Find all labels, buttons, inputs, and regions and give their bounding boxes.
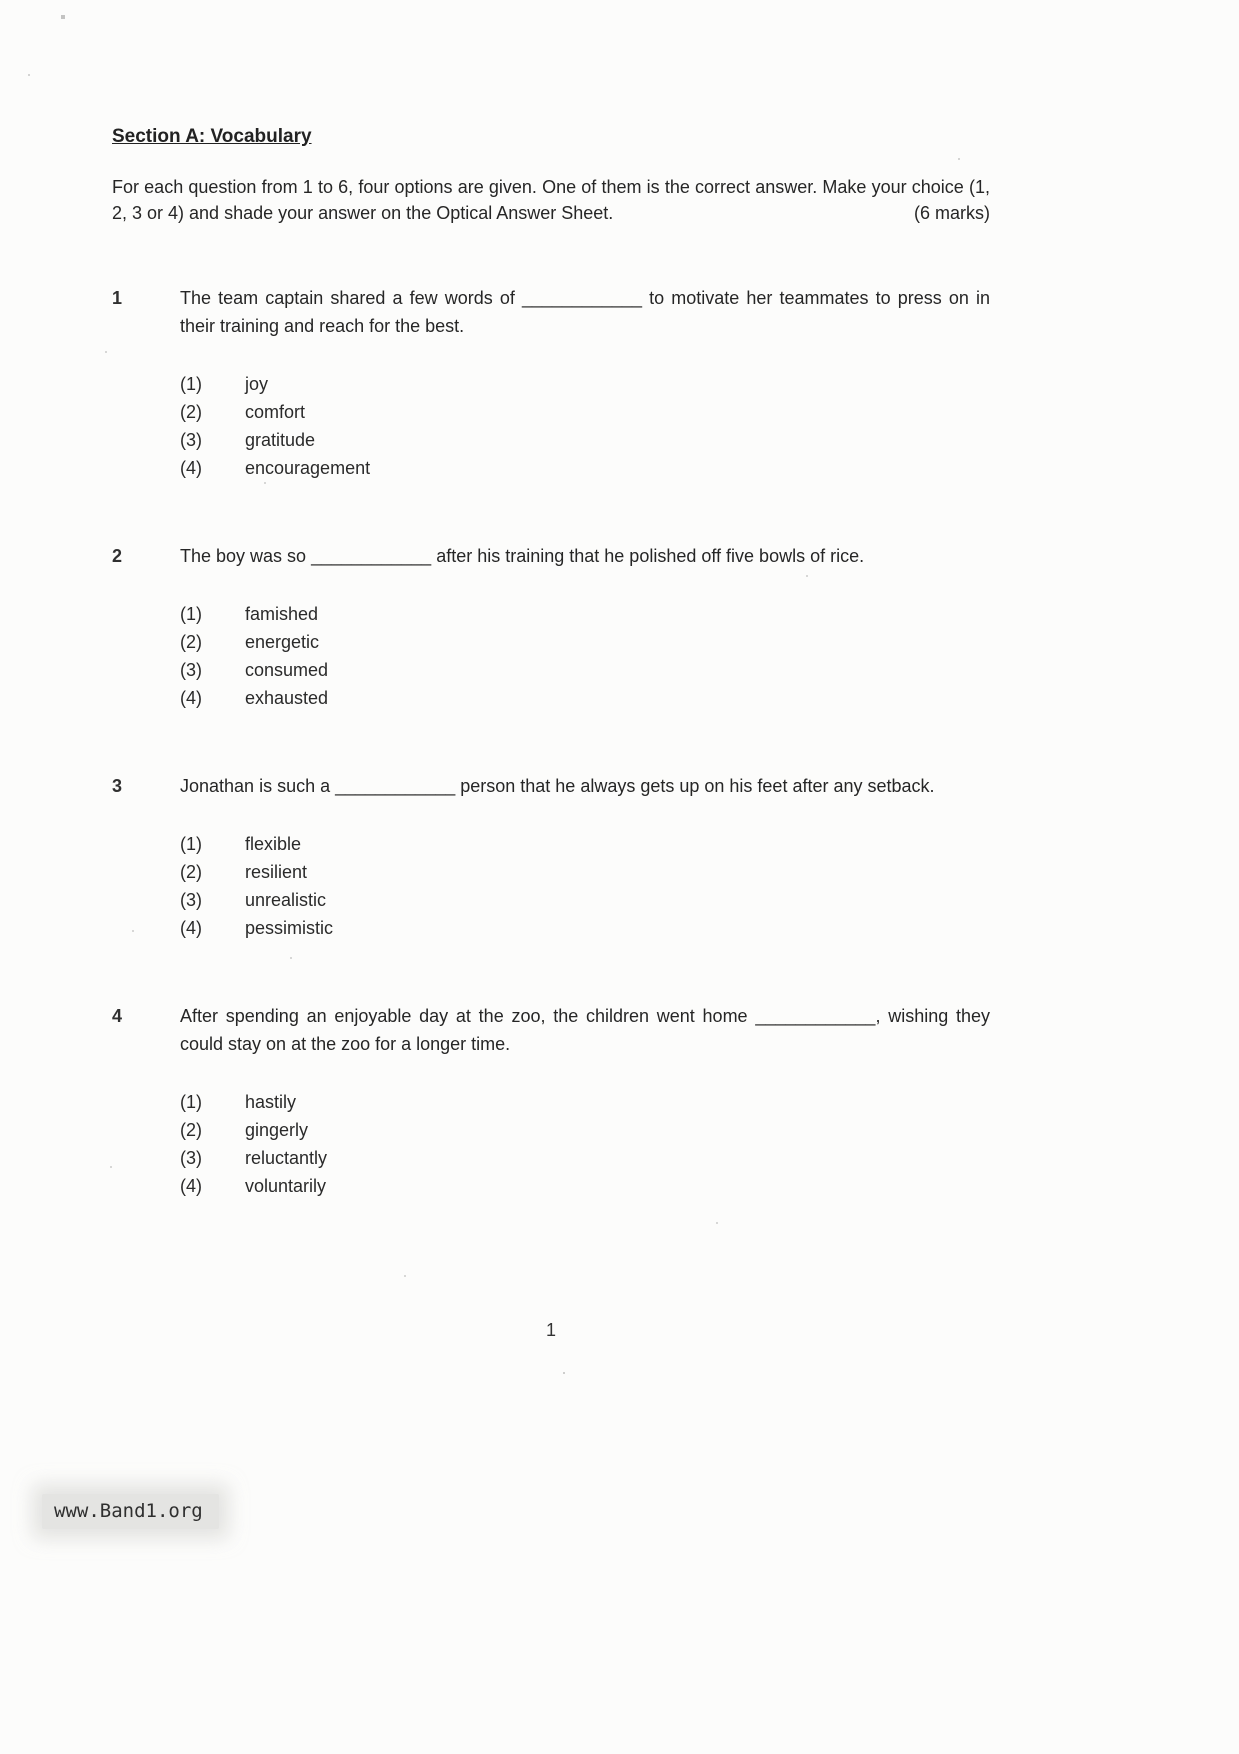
option-row — [180, 628, 990, 656]
question-body — [180, 542, 990, 712]
option-label: (4) — [180, 458, 202, 478]
question-text: Jonathan is such a ____________ person that he always gets up on his feet after any setback. — [180, 776, 935, 796]
option-label: (2) — [180, 862, 202, 882]
option-label: (4) — [180, 918, 202, 938]
option-label: (3) — [180, 660, 202, 680]
question-text: The team captain shared a few words of ____________ to motivate her teammates to press on in their training and reach for the best. — [180, 288, 990, 336]
option-text: pessimistic — [245, 918, 334, 938]
option-row — [180, 600, 990, 628]
option-text: encouragement — [245, 458, 371, 478]
question-1 — [112, 284, 990, 482]
question-text: The boy was so ____________ after his training that he polished off five bowls of rice. — [180, 546, 865, 566]
option-text: flexible — [245, 834, 302, 854]
section-title: Section A: Vocabulary — [112, 126, 312, 147]
question-number: 1 — [112, 288, 123, 308]
options-list — [180, 1088, 990, 1200]
question-4 — [112, 1002, 990, 1200]
option-label: (1) — [180, 374, 202, 394]
option-row — [180, 830, 990, 858]
option-text: consumed — [245, 660, 329, 680]
question-number: 2 — [112, 546, 123, 566]
option-label: (1) — [180, 1092, 202, 1112]
option-text: gingerly — [245, 1120, 309, 1140]
option-label: (4) — [180, 1176, 202, 1196]
option-row — [180, 914, 990, 942]
option-row — [180, 858, 990, 886]
option-text: energetic — [245, 632, 320, 652]
option-row — [180, 454, 990, 482]
option-row — [180, 1172, 990, 1200]
page-number: 1 — [545, 1320, 556, 1340]
option-text: reluctantly — [245, 1148, 328, 1168]
question-number: 4 — [112, 1006, 123, 1026]
option-text: famished — [245, 604, 319, 624]
option-label: (3) — [180, 1148, 202, 1168]
option-text: resilient — [245, 862, 308, 882]
options-list — [180, 370, 990, 482]
option-label: (3) — [180, 890, 202, 910]
question-body — [180, 772, 990, 942]
instructions — [112, 174, 990, 226]
option-label: (2) — [180, 1120, 202, 1140]
question-3 — [112, 772, 990, 942]
options-list — [180, 600, 990, 712]
option-row — [180, 426, 990, 454]
options-list — [180, 830, 990, 942]
option-label: (2) — [180, 632, 202, 652]
watermark: www.Band1.org — [42, 1494, 219, 1529]
option-text: gratitude — [245, 430, 316, 450]
instructions-text: For each question from 1 to 6, four options are given. One of them is the correct answer. Make your choice (1, 2, 3 or 4) and shade your answer on the Optical Answer Sheet. — [112, 177, 990, 223]
option-label: (2) — [180, 402, 202, 422]
option-label: (4) — [180, 688, 202, 708]
option-label: (1) — [180, 604, 202, 624]
option-text: voluntarily — [245, 1176, 327, 1196]
option-text: hastily — [245, 1092, 297, 1112]
option-row — [180, 398, 990, 426]
option-label: (3) — [180, 430, 202, 450]
question-2 — [112, 542, 990, 712]
option-row — [180, 684, 990, 712]
option-label: (1) — [180, 834, 202, 854]
question-text: After spending an enjoyable day at the zoo, the children went home ____________, wishing they could stay on at the zoo for a longer time. — [180, 1006, 990, 1054]
option-text: unrealistic — [245, 890, 327, 910]
option-row — [180, 370, 990, 398]
question-body — [180, 284, 990, 482]
option-row — [180, 1088, 990, 1116]
option-row — [180, 886, 990, 914]
option-text: comfort — [245, 402, 306, 422]
option-row — [180, 1116, 990, 1144]
question-number: 3 — [112, 776, 123, 796]
option-text: exhausted — [245, 688, 329, 708]
option-row — [180, 1144, 990, 1172]
option-text: joy — [245, 374, 269, 394]
option-row — [180, 656, 990, 684]
question-body — [180, 1002, 990, 1200]
marks-label: (6 marks) — [900, 200, 990, 226]
